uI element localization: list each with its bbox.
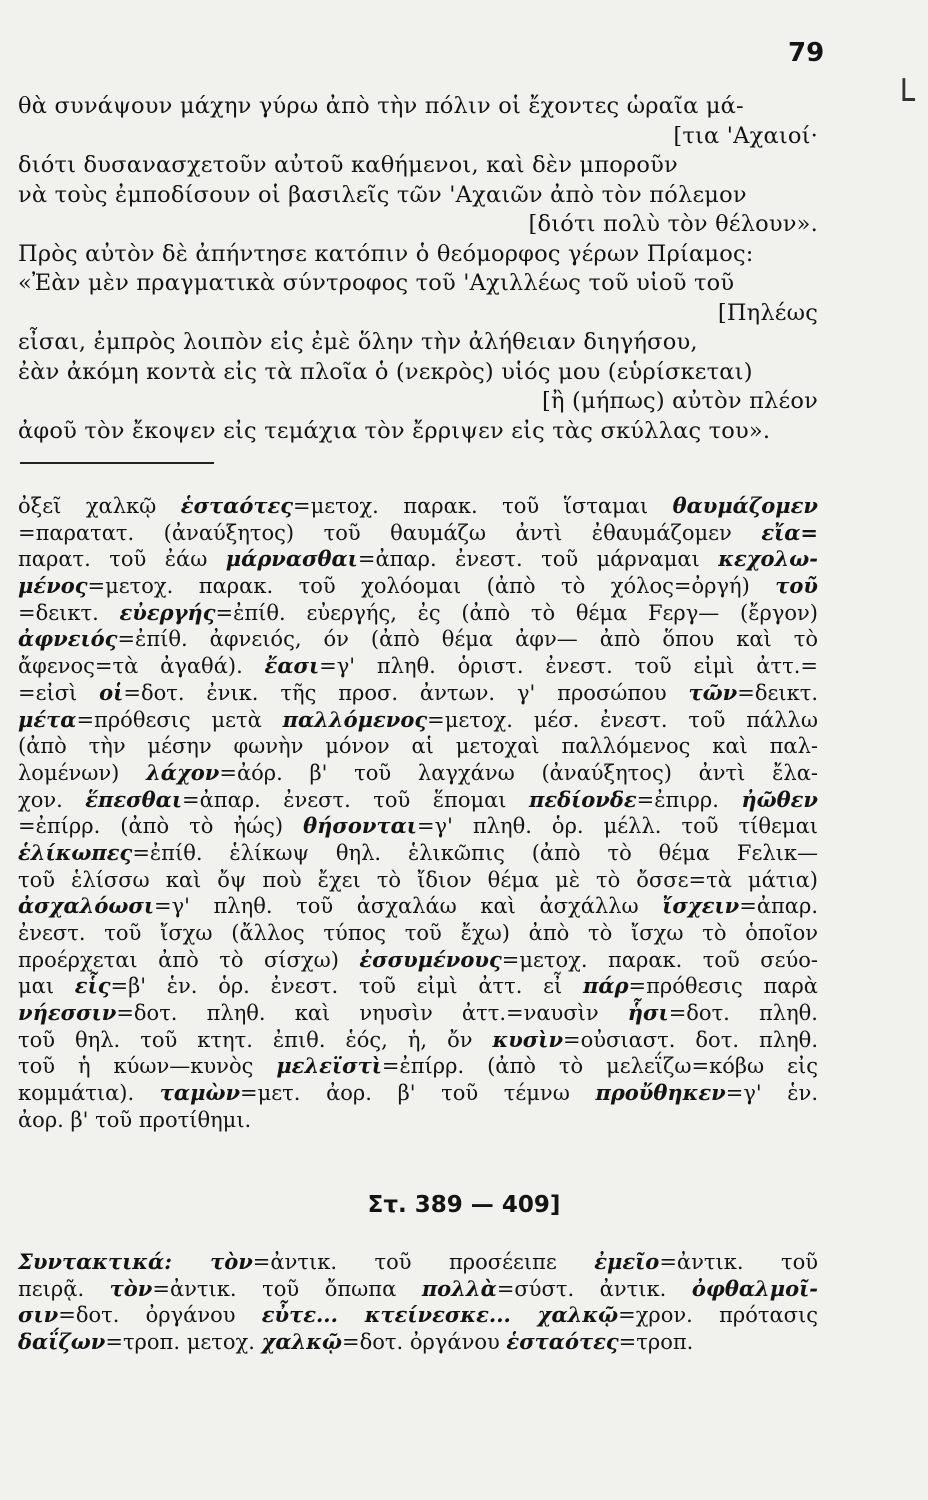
page-number: 79	[788, 38, 825, 68]
lemma-term: εἴα=	[761, 519, 818, 545]
lemma-term: Συντακτικά:	[18, 1249, 211, 1274]
note-text: =τροπ.	[618, 1330, 694, 1355]
syntax-line	[18, 1276, 818, 1303]
note-text: =δοτ. ὀργάνου	[58, 1303, 262, 1328]
note-text: =μετοχ. παρακ. τοῦ χολόομαι (ἀπὸ τὸ χόλος=ὀργή)	[87, 574, 776, 599]
note-text: =εἰσὶ	[18, 680, 100, 705]
lemma-term: ἧσι	[627, 1000, 669, 1026]
note-text: =δοτ. πληθ.	[668, 1001, 818, 1026]
verse-line: ἐὰν ἀκόμη κοντὰ εἰς τὰ πλοῖα ὁ (νεκρὸς) υἱός μου (εὑρίσκεται)	[18, 358, 753, 385]
note-text: =ἀπαρ. ἐνεστ. τοῦ ἕπομαι	[182, 787, 529, 812]
lemma-term: μένος	[18, 573, 88, 599]
lemma-term: νήεσσιν	[18, 1000, 117, 1026]
note-line	[18, 920, 818, 947]
note-text: =μετ. ἀορ. β' τοῦ τέμνω	[240, 1081, 596, 1106]
note-line	[18, 626, 818, 653]
note-text: ἄφενος=τὰ ἀγαθά).	[18, 654, 265, 679]
note-line	[18, 1107, 818, 1134]
lemma-term: εὐεργής	[119, 599, 216, 625]
verse-line: θὰ συνάψουν μάχην γύρω ἀπὸ τὴν πόλιν οἱ ἔχοντες ὡραῖα μά-	[18, 93, 744, 119]
note-line	[18, 813, 818, 840]
note-text: =ἐπίθ. ἑλίκωψ θηλ. ἑλικῶπις (ἀπὸ τὸ θέμα Fελικ—	[132, 840, 818, 865]
verse-line: εἶσαι, ἐμπρὸς λοιπὸν εἰς ἐμὲ ὅλην τὴν ἀλήθειαν διηγήσου,	[18, 329, 698, 355]
verse-line: νὰ τοὺς ἐμποδίσουν οἱ βασιλεῖς τῶν 'Αχαιῶν ἀπὸ τὸν πόλεμον	[18, 181, 747, 208]
lemma-term: θαυμάζομεν	[672, 493, 818, 518]
verse-line: διότι δυσανασχετοῦν αὐτοῦ καθήμενοι, καὶ δὲν μποροῦν	[18, 152, 678, 178]
note-text: ἐνεστ. τοῦ ἴσχω (ἄλλος τύπος τοῦ ἔχω) ἀπὸ τὸ ἴσχω τὸ ὁποῖον	[18, 921, 818, 945]
note-line	[18, 546, 818, 573]
note-text: προέρχεται ἀπὸ τὸ σίσχω)	[18, 947, 360, 972]
note-text: =γ' πληθ. ὁρ. μέλλ. τοῦ τίθεμαι	[416, 814, 818, 839]
note-text: =μετοχ. μέσ. ἐνεστ. τοῦ πάλλω	[427, 707, 818, 732]
lemma-term: μέτα	[18, 706, 77, 732]
lemma-term: σιν	[18, 1302, 59, 1328]
note-line	[18, 680, 818, 707]
note-text: =ἀόρ. β' τοῦ λαγχάνω (ἀναύξητος) ἀντὶ ἔλα-	[219, 760, 818, 785]
section-title: Στ. 389 — 409]	[367, 1192, 561, 1218]
verse-continuation-line: [διότι πολὺ τὸν θέλουν».	[528, 211, 818, 237]
lemma-term: ἀσχαλόωσι	[18, 893, 154, 919]
note-line	[18, 947, 818, 974]
note-text: =δεικτ.	[737, 680, 818, 705]
note-text: =γ' πληθ. ὁριστ. ἐνεστ. τοῦ εἰμὶ ἀττ.=	[319, 654, 818, 679]
note-line	[18, 760, 818, 787]
note-text: =ἀπαρ.	[739, 894, 818, 919]
note-text: κομμάτια).	[18, 1081, 160, 1106]
note-line	[18, 493, 818, 520]
note-line	[18, 867, 818, 894]
vocabulary-notes	[18, 493, 818, 1134]
note-text: =ἐπίθ. ἀφνειός, όν (ἀπὸ θέμα ἀφν— ἀπὸ ὅπου καὶ τὸ	[117, 627, 818, 652]
lemma-term: παλλόμενος	[282, 706, 428, 732]
lemma-term: πολλὰ	[421, 1275, 497, 1301]
syntax-line	[18, 1249, 818, 1276]
lemma-term: ἑλίκωπες	[18, 839, 133, 865]
note-text: =χρον. πρότασις	[618, 1303, 818, 1328]
lemma-term: ἠῶθεν	[741, 786, 818, 812]
lemma-term: ἔασι	[264, 653, 320, 679]
note-text: ὀξεῖ χαλκῷ	[18, 494, 181, 518]
note-text: (ἀπὸ τὴν μέσην φωνὴν μόνον αἱ μετοχαὶ παλλόμενος καὶ παλ-	[18, 734, 818, 759]
lemma-term: χαλκῷ	[261, 1329, 342, 1355]
margin-mark: └	[893, 80, 915, 121]
lemma-term: τὸν	[210, 1249, 253, 1274]
note-text: =δοτ. ὀργάνου	[342, 1330, 507, 1355]
note-line	[18, 893, 818, 920]
verse-line: «Ἐὰν μὲν πραγματικὰ σύντροφος τοῦ 'Αχιλλέως τοῦ υἱοῦ τοῦ	[18, 270, 735, 296]
lemma-term: εἷς	[74, 973, 111, 999]
lemma-term: μάρνασθαι	[225, 546, 358, 572]
note-line	[18, 707, 818, 734]
note-text: =παρατατ. (ἀναύξητος) τοῦ θαυμάζω ἀντὶ ἐθαυμάζομεν	[18, 520, 762, 545]
note-text: =γ' πληθ. τοῦ ἀσχαλάω καὶ ἀσχάλλω	[154, 894, 663, 919]
lemma-term: ἀφνειός	[18, 626, 118, 652]
lemma-term: πάρ	[583, 973, 629, 999]
note-text: =μετοχ. παρακ. τοῦ ἵσταμαι	[293, 494, 673, 518]
note-text: =ἐπίρρ. (ἀπὸ τὸ ἠώς)	[18, 814, 304, 839]
note-text: =πρόθεσις μετὰ	[76, 707, 283, 732]
lemma-term: τοῦ	[775, 573, 818, 599]
lemma-term: τῶν	[688, 679, 738, 705]
note-text: =οὐσιαστ. δοτ. πληθ.	[563, 1027, 818, 1052]
note-line	[18, 653, 818, 680]
note-text: =δοτ. πληθ. καὶ νηυσὶν ἀττ.=ναυσὶν	[116, 1001, 628, 1026]
lemma-term: κυσὶν	[492, 1026, 564, 1052]
note-line	[18, 573, 818, 600]
lemma-term: μελεϊστὶ	[276, 1053, 382, 1079]
note-text: =ἀπαρ. ἐνεστ. τοῦ μάρναμαι	[357, 547, 719, 572]
lemma-term: πεδίονδε	[528, 786, 637, 812]
note-line	[18, 1027, 818, 1054]
lemma-term: ἑσταότες	[506, 1329, 619, 1355]
lemma-term: θήσονται	[303, 813, 417, 839]
lemma-term: προὔθηκεν	[595, 1080, 726, 1106]
note-line	[18, 600, 818, 627]
lemma-term: ἐσσυμένους	[359, 946, 502, 972]
note-text: =πρόθεσις παρὰ	[628, 974, 818, 999]
lemma-term: ἐμεῖο	[594, 1249, 660, 1274]
note-text: =ἀντικ. τοῦ	[659, 1250, 819, 1274]
note-text: παρατ. τοῦ ἐάω	[18, 547, 226, 572]
note-text: πειρᾷ.	[18, 1276, 110, 1301]
syntax-notes	[18, 1249, 818, 1356]
lemma-term: ἕπεσθαι	[85, 786, 182, 812]
verse-continuation-line: [ἢ (μήπως) αὐτὸν πλέον	[542, 388, 818, 414]
verse-line: Πρὸς αὐτὸν δὲ ἀπήντησε κατόπιν ὁ θεόμορφος γέρων Πρίαμος:	[18, 240, 754, 267]
note-line	[18, 787, 818, 814]
verse-continuation-line: [Πηλέως	[717, 299, 818, 326]
note-line	[18, 1000, 818, 1027]
note-text: λομένων)	[18, 760, 147, 785]
note-text: =σύστ. ἀντικ.	[496, 1276, 692, 1301]
note-text: =δοτ. ἐνικ. τῆς προσ. ἀντων. γ' προσώπου	[123, 680, 689, 705]
note-line	[18, 520, 818, 547]
lemma-term: λάχον	[146, 759, 220, 785]
note-text: =β' ἑν. ὁρ. ἐνεστ. τοῦ εἰμὶ ἀττ. εἶ	[110, 974, 583, 999]
note-text: =ἀντικ. τοῦ ὄπωπα	[152, 1276, 422, 1301]
note-text: =ἐπιρρ.	[636, 787, 742, 812]
note-text: ἀορ. β' τοῦ προτίθημι.	[18, 1107, 252, 1132]
note-text: τοῦ ἑλίσσω καὶ ὄψ ποὺ ἔχει τὸ ἴδιον θέμα μὲ τὸ ὄσσε=τὰ μάτια)	[18, 867, 818, 892]
note-text: τοῦ θηλ. τοῦ κτητ. ἐπιθ. ἑός, ἡ, ὄν	[18, 1027, 493, 1052]
note-text: =ἐπίθ. εὐεργής, ἐς (ἀπὸ τὸ θέμα Fεργ— (ἔργον)	[215, 600, 818, 625]
note-text: μαι	[18, 974, 75, 999]
syntax-line	[18, 1302, 818, 1329]
lemma-term: δαΐζων	[18, 1329, 106, 1355]
lemma-term: τὸν	[109, 1275, 153, 1301]
lemma-term: εὖτε... κτείνεσκε... χαλκῷ	[261, 1302, 619, 1328]
note-text: τοῦ ἡ κύων—κυνὸς	[18, 1054, 277, 1079]
lemma-term: ἑσταότες	[180, 493, 294, 518]
note-line	[18, 973, 818, 1000]
note-text: =ἐπίρρ. (ἀπὸ τὸ μελεΐζω=κόβω εἰς	[381, 1054, 818, 1079]
lemma-term: ταμὼν	[159, 1080, 241, 1106]
verse-translation	[18, 92, 818, 446]
lemma-term: ἴσχειν	[662, 893, 740, 919]
verse-line: ἀφοῦ τὸν ἔκοψεν εἰς τεμάχια τὸν ἔρριψεν εἰς τὰς σκύλλας του».	[18, 417, 771, 444]
note-text: χον.	[18, 787, 86, 812]
note-text: =τροπ. μετοχ.	[105, 1330, 262, 1355]
lemma-term: ὀφθαλμοῖ-	[691, 1275, 818, 1301]
note-text: =μετοχ. παρακ. τοῦ σεύο-	[501, 947, 818, 972]
section-divider	[20, 462, 214, 464]
note-text: =ἀντικ. τοῦ προσέειπε	[252, 1250, 595, 1274]
syntax-line	[18, 1329, 818, 1356]
note-text: =δεικτ.	[18, 600, 120, 625]
lemma-term: οἱ	[99, 679, 124, 705]
note-line	[18, 733, 818, 760]
verse-continuation-line: [τια 'Αχαιοί·	[673, 122, 818, 149]
note-text: =γ' ἑν.	[725, 1081, 819, 1106]
note-line	[18, 1080, 818, 1107]
note-line	[18, 840, 818, 867]
note-line	[18, 1053, 818, 1080]
lemma-term: κεχολω-	[718, 546, 818, 572]
